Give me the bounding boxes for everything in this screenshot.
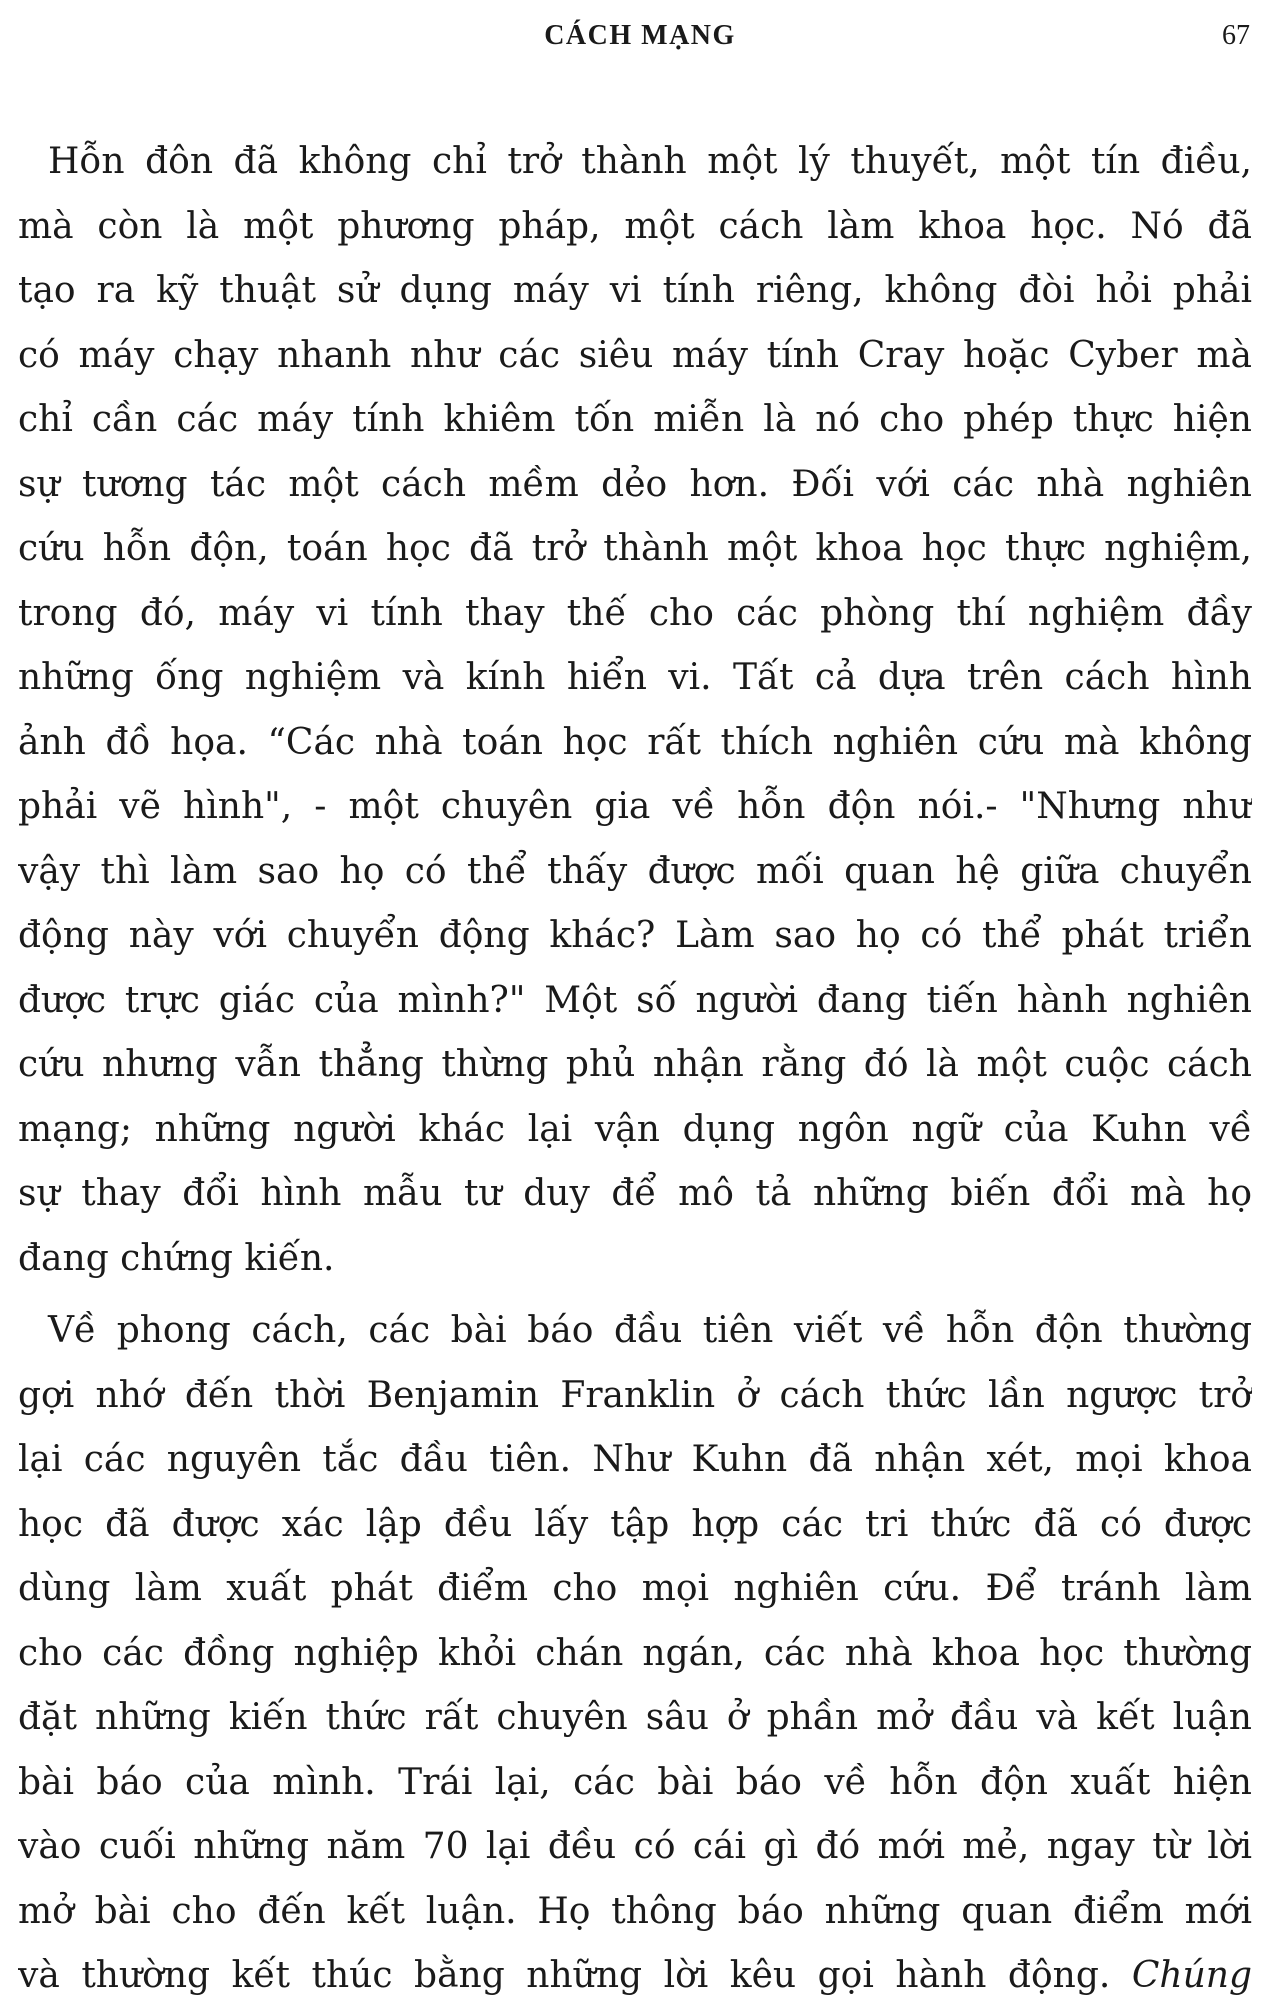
text-line: động này với chuyển động khác? Làm sao họ có thể phát triển: [18, 915, 1252, 956]
text-line: chỉ cần các máy tính khiêm tốn miễn là nó cho phép thực hiện: [18, 399, 1252, 440]
body-text: [18, 130, 1252, 2009]
text-line: vậy thì làm sao họ có thể thấy được mối quan hệ giữa chuyển: [18, 850, 1252, 892]
text-line: ảnh đồ họa. “Các nhà toán học rất thích nghiên cứu mà không: [18, 721, 1252, 763]
text-line: những ống nghiệm và kính hiển vi. Tất cả dựa trên cách hình: [18, 657, 1252, 698]
text-line: đặt những kiến thức rất chuyên sâu ở phần mở đầu và kết luận: [18, 1697, 1252, 1738]
page-number: 67: [1222, 20, 1250, 51]
text-line: đang chứng kiến.: [18, 1237, 335, 1279]
text-line: học đã được xác lập đều lấy tập hợp các tri thức đã có được: [18, 1503, 1252, 1545]
text-line: cho các đồng nghiệp khỏi chán ngán, các nhà khoa học thường: [18, 1632, 1252, 1674]
text-line: tạo ra kỹ thuật sử dụng máy vi tính riêng, không đòi hỏi phải: [18, 270, 1252, 311]
paragraph-1: [18, 130, 1252, 1291]
italic-word: Chúng: [1131, 1955, 1252, 1996]
text-line: mở bài cho đến kết luận. Họ thông báo những quan điểm mới: [18, 1890, 1252, 1932]
text-line-final: [18, 1944, 1252, 2009]
text-line: phải vẽ hình", - một chuyên gia về hỗn độn nói.- "Nhưng như: [18, 786, 1252, 827]
text-line: vào cuối những năm 70 lại đều có cái gì đó mới mẻ, ngay từ lời: [18, 1826, 1252, 1867]
paragraph-spacer: [18, 1291, 1252, 1299]
text-line: Về phong cách, các bài báo đầu tiên viết về hỗn độn thường: [48, 1310, 1252, 1351]
text-line: sự thay đổi hình mẫu tư duy để mô tả những biến đổi mà họ: [18, 1173, 1252, 1214]
text-segment: và thường kết thúc bằng những lời kêu gọi hành động.: [18, 1955, 1111, 1996]
text-line: trong đó, máy vi tính thay thế cho các phòng thí nghiệm đầy: [18, 592, 1252, 634]
text-line: lại các nguyên tắc đầu tiên. Như Kuhn đã nhận xét, mọi khoa: [18, 1439, 1252, 1480]
text-line: được trực giác của mình?" Một số người đang tiến hành nghiên: [18, 979, 1252, 1021]
paragraph-2: [18, 1299, 1252, 2009]
text-line: sự tương tác một cách mềm dẻo hơn. Đối với các nhà nghiên: [18, 463, 1252, 505]
text-line: mạng; những người khác lại vận dụng ngôn ngữ của Kuhn về: [18, 1108, 1252, 1150]
chapter-title: CÁCH MẠNG: [544, 20, 736, 51]
text-line: có máy chạy nhanh như các siêu máy tính Cray hoặc Cyber mà: [18, 334, 1252, 376]
text-line: Hỗn đôn đã không chỉ trở thành một lý thuyết, một tín điều,: [48, 141, 1252, 182]
running-header: [0, 14, 1280, 60]
text-line: dùng làm xuất phát điểm cho mọi nghiên cứu. Để tránh làm: [18, 1568, 1252, 1609]
text-line: mà còn là một phương pháp, một cách làm khoa học. Nó đã: [18, 205, 1252, 247]
text-line: cứu hỗn độn, toán học đã trở thành một khoa học thực nghiệm,: [18, 528, 1252, 569]
text-line: cứu nhưng vẫn thẳng thừng phủ nhận rằng đó là một cuộc cách: [18, 1044, 1252, 1085]
text-line: bài báo của mình. Trái lại, các bài báo về hỗn độn xuất hiện: [18, 1761, 1252, 1803]
text-line: gợi nhớ đến thời Benjamin Franklin ở cách thức lần ngược trở: [18, 1374, 1252, 1416]
